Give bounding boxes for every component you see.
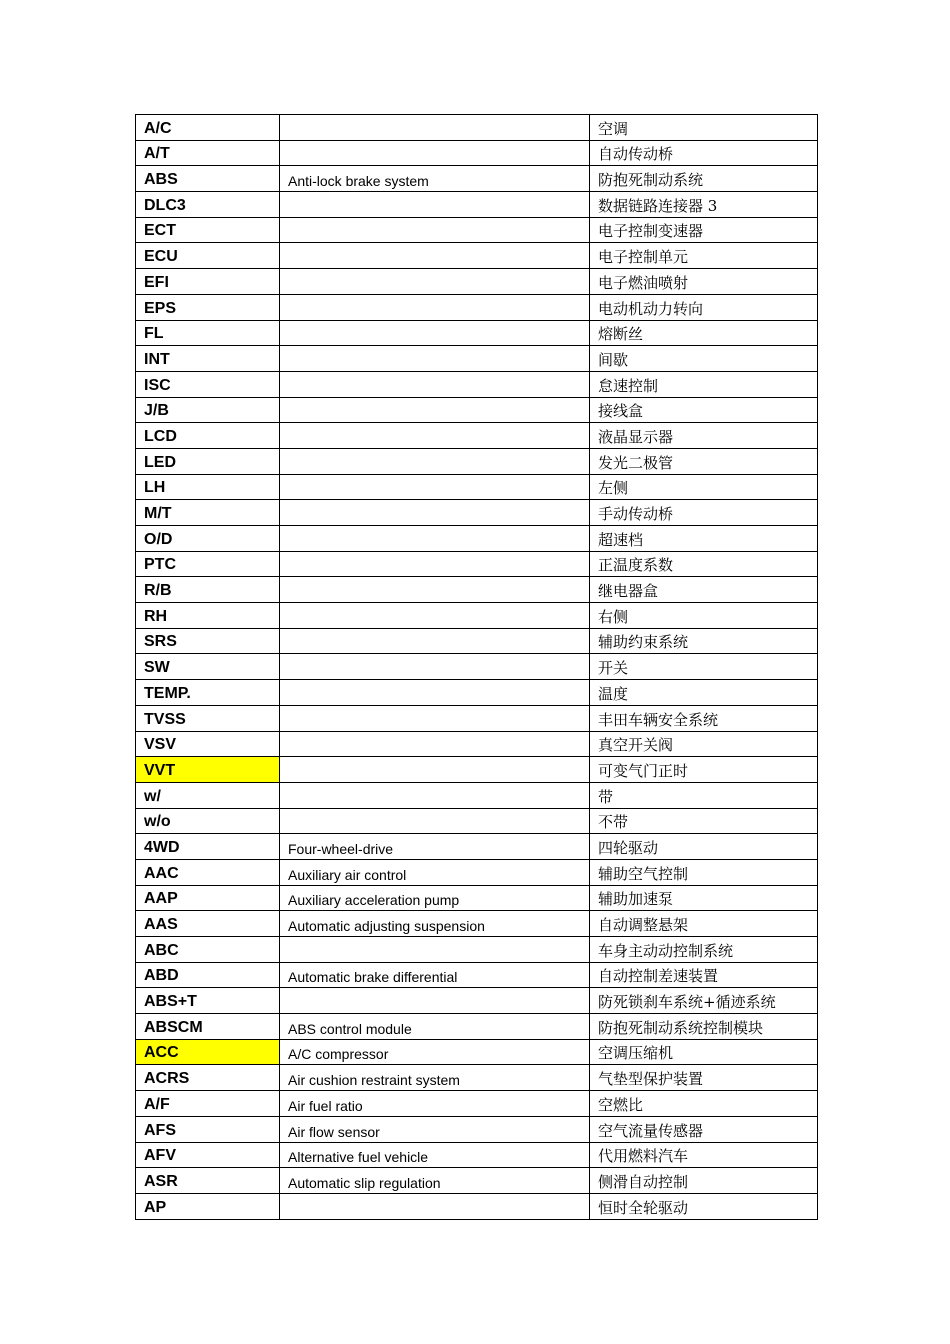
english-term-cell <box>280 320 590 346</box>
table-row <box>136 834 818 860</box>
abbreviation-cell: VVT <box>136 757 280 783</box>
chinese-term-cell: 恒时全轮驱动 <box>590 1193 818 1219</box>
english-term-cell <box>280 1193 590 1219</box>
table-row <box>136 680 818 706</box>
abbreviation-cell: AFV <box>136 1142 280 1168</box>
english-term-cell <box>280 448 590 474</box>
table-row <box>136 294 818 320</box>
chinese-term-cell: 空燃比 <box>590 1091 818 1117</box>
table-row <box>136 757 818 783</box>
english-term-cell <box>280 808 590 834</box>
abbreviation-cell: PTC <box>136 551 280 577</box>
table-row <box>136 911 818 937</box>
abbreviation-cell: ACRS <box>136 1065 280 1091</box>
abbreviation-cell: ABSCM <box>136 1014 280 1040</box>
english-term-cell <box>280 115 590 141</box>
english-term-cell <box>280 731 590 757</box>
chinese-term-cell: 左侧 <box>590 474 818 500</box>
table-row <box>136 988 818 1014</box>
table-row <box>136 269 818 295</box>
english-term-cell <box>280 474 590 500</box>
table-row <box>136 423 818 449</box>
table-row <box>136 577 818 603</box>
chinese-term-cell: 代用燃料汽车 <box>590 1142 818 1168</box>
table-row <box>136 192 818 218</box>
table-row <box>136 526 818 552</box>
english-term-cell <box>280 628 590 654</box>
english-term-cell <box>280 603 590 629</box>
table-row <box>136 808 818 834</box>
chinese-term-cell: 带 <box>590 782 818 808</box>
table-row <box>136 654 818 680</box>
abbreviation-cell: LCD <box>136 423 280 449</box>
abbreviation-cell: EFI <box>136 269 280 295</box>
chinese-term-cell: 右侧 <box>590 603 818 629</box>
chinese-term-cell: 自动调整悬架 <box>590 911 818 937</box>
english-term-cell: Four-wheel-drive <box>280 834 590 860</box>
english-term-cell <box>280 397 590 423</box>
chinese-term-cell: 电子控制单元 <box>590 243 818 269</box>
abbreviation-cell: RH <box>136 603 280 629</box>
table-row <box>136 1039 818 1065</box>
abbreviation-cell: SW <box>136 654 280 680</box>
table-row <box>136 782 818 808</box>
abbreviation-cell: J/B <box>136 397 280 423</box>
chinese-term-cell: 侧滑自动控制 <box>590 1168 818 1194</box>
abbreviation-cell: ISC <box>136 371 280 397</box>
chinese-term-cell: 自动控制差速装置 <box>590 962 818 988</box>
abbreviation-cell: INT <box>136 346 280 372</box>
abbreviation-cell: LH <box>136 474 280 500</box>
abbreviation-cell: ECT <box>136 217 280 243</box>
chinese-term-cell: 辅助约束系统 <box>590 628 818 654</box>
chinese-term-cell: 电动机动力转向 <box>590 294 818 320</box>
english-term-cell: Air flow sensor <box>280 1116 590 1142</box>
english-term-cell <box>280 346 590 372</box>
abbreviation-cell: ABS <box>136 166 280 192</box>
table-row <box>136 115 818 141</box>
chinese-term-cell: 间歇 <box>590 346 818 372</box>
english-term-cell <box>280 551 590 577</box>
abbreviation-cell: DLC3 <box>136 192 280 218</box>
english-term-cell <box>280 705 590 731</box>
chinese-term-cell: 防抱死制动系统 <box>590 166 818 192</box>
table-row <box>136 320 818 346</box>
table-row <box>136 243 818 269</box>
chinese-term-cell: 温度 <box>590 680 818 706</box>
abbreviation-cell: EPS <box>136 294 280 320</box>
chinese-term-cell: 可变气门正时 <box>590 757 818 783</box>
table-row <box>136 937 818 963</box>
chinese-term-cell: 空调压缩机 <box>590 1039 818 1065</box>
abbreviation-cell: ABS+T <box>136 988 280 1014</box>
table-row <box>136 628 818 654</box>
abbreviation-cell: O/D <box>136 526 280 552</box>
chinese-term-cell: 空调 <box>590 115 818 141</box>
english-term-cell <box>280 423 590 449</box>
english-term-cell: Alternative fuel vehicle <box>280 1142 590 1168</box>
english-term-cell: Air cushion restraint system <box>280 1065 590 1091</box>
table-row <box>136 217 818 243</box>
english-term-cell <box>280 243 590 269</box>
abbreviation-cell: R/B <box>136 577 280 603</box>
table-row <box>136 731 818 757</box>
abbreviation-cell: A/F <box>136 1091 280 1117</box>
table-row <box>136 1116 818 1142</box>
chinese-term-cell: 辅助空气控制 <box>590 859 818 885</box>
english-term-cell <box>280 937 590 963</box>
table-row <box>136 1193 818 1219</box>
english-term-cell <box>280 577 590 603</box>
table-row <box>136 1168 818 1194</box>
table-row <box>136 1142 818 1168</box>
abbreviation-cell: M/T <box>136 500 280 526</box>
chinese-term-cell: 电子燃油喷射 <box>590 269 818 295</box>
english-term-cell <box>280 757 590 783</box>
abbreviation-cell: ACC <box>136 1039 280 1065</box>
chinese-term-cell: 熔断丝 <box>590 320 818 346</box>
chinese-term-cell: 继电器盒 <box>590 577 818 603</box>
abbreviation-cell: w/o <box>136 808 280 834</box>
chinese-term-cell: 四轮驱动 <box>590 834 818 860</box>
english-term-cell <box>280 217 590 243</box>
chinese-term-cell: 真空开关阀 <box>590 731 818 757</box>
abbreviation-cell: 4WD <box>136 834 280 860</box>
english-term-cell <box>280 988 590 1014</box>
english-term-cell <box>280 526 590 552</box>
table-row <box>136 705 818 731</box>
chinese-term-cell: 开关 <box>590 654 818 680</box>
abbreviation-cell: TVSS <box>136 705 280 731</box>
english-term-cell <box>280 294 590 320</box>
english-term-cell <box>280 269 590 295</box>
chinese-term-cell: 超速档 <box>590 526 818 552</box>
table-row <box>136 1091 818 1117</box>
abbreviation-cell: FL <box>136 320 280 346</box>
chinese-term-cell: 不带 <box>590 808 818 834</box>
abbreviation-table-body <box>136 115 818 1220</box>
table-row <box>136 1065 818 1091</box>
table-row <box>136 371 818 397</box>
abbreviation-cell: SRS <box>136 628 280 654</box>
chinese-term-cell: 空气流量传感器 <box>590 1116 818 1142</box>
abbreviation-cell: AFS <box>136 1116 280 1142</box>
chinese-term-cell: 液晶显示器 <box>590 423 818 449</box>
english-term-cell: Automatic adjusting suspension <box>280 911 590 937</box>
abbreviation-cell: LED <box>136 448 280 474</box>
table-row <box>136 1014 818 1040</box>
english-term-cell: Anti-lock brake system <box>280 166 590 192</box>
table-row <box>136 346 818 372</box>
chinese-term-cell: 丰田车辆安全系统 <box>590 705 818 731</box>
chinese-term-cell: 接线盒 <box>590 397 818 423</box>
chinese-term-cell: 手动传动桥 <box>590 500 818 526</box>
chinese-term-cell: 自动传动桥 <box>590 140 818 166</box>
table-row <box>136 603 818 629</box>
chinese-term-cell: 数据链路连接器 3 <box>590 192 818 218</box>
abbreviation-cell: ECU <box>136 243 280 269</box>
chinese-term-cell: 防抱死制动系统控制模块 <box>590 1014 818 1040</box>
abbreviation-cell: AAP <box>136 885 280 911</box>
chinese-term-cell: 车身主动动控制系统 <box>590 937 818 963</box>
chinese-term-cell: 发光二极管 <box>590 448 818 474</box>
english-term-cell <box>280 371 590 397</box>
english-term-cell: A/C compressor <box>280 1039 590 1065</box>
chinese-term-cell: 怠速控制 <box>590 371 818 397</box>
english-term-cell <box>280 782 590 808</box>
english-term-cell <box>280 192 590 218</box>
chinese-term-cell: 辅助加速泵 <box>590 885 818 911</box>
abbreviation-cell: VSV <box>136 731 280 757</box>
chinese-term-cell: 防死锁刹车系统+循迹系统 <box>590 988 818 1014</box>
english-term-cell: Automatic slip regulation <box>280 1168 590 1194</box>
abbreviation-cell: AP <box>136 1193 280 1219</box>
abbreviation-cell: ABD <box>136 962 280 988</box>
english-term-cell <box>280 654 590 680</box>
english-term-cell: Air fuel ratio <box>280 1091 590 1117</box>
english-term-cell: Automatic brake differential <box>280 962 590 988</box>
abbreviation-cell: TEMP. <box>136 680 280 706</box>
table-row <box>136 140 818 166</box>
english-term-cell <box>280 680 590 706</box>
table-row <box>136 166 818 192</box>
abbreviation-table <box>135 114 818 1220</box>
english-term-cell <box>280 140 590 166</box>
abbreviation-cell: AAC <box>136 859 280 885</box>
abbreviation-cell: ABC <box>136 937 280 963</box>
table-row <box>136 962 818 988</box>
abbreviation-cell: A/C <box>136 115 280 141</box>
english-term-cell: Auxiliary air control <box>280 859 590 885</box>
chinese-term-cell: 气垫型保护装置 <box>590 1065 818 1091</box>
english-term-cell: ABS control module <box>280 1014 590 1040</box>
chinese-term-cell: 正温度系数 <box>590 551 818 577</box>
abbreviation-cell: A/T <box>136 140 280 166</box>
table-row <box>136 397 818 423</box>
table-row <box>136 551 818 577</box>
table-row <box>136 500 818 526</box>
english-term-cell: Auxiliary acceleration pump <box>280 885 590 911</box>
table-row <box>136 474 818 500</box>
table-row <box>136 859 818 885</box>
abbreviation-cell: ASR <box>136 1168 280 1194</box>
table-row <box>136 885 818 911</box>
table-row <box>136 448 818 474</box>
chinese-term-cell: 电子控制变速器 <box>590 217 818 243</box>
english-term-cell <box>280 500 590 526</box>
abbreviation-cell: w/ <box>136 782 280 808</box>
abbreviation-cell: AAS <box>136 911 280 937</box>
